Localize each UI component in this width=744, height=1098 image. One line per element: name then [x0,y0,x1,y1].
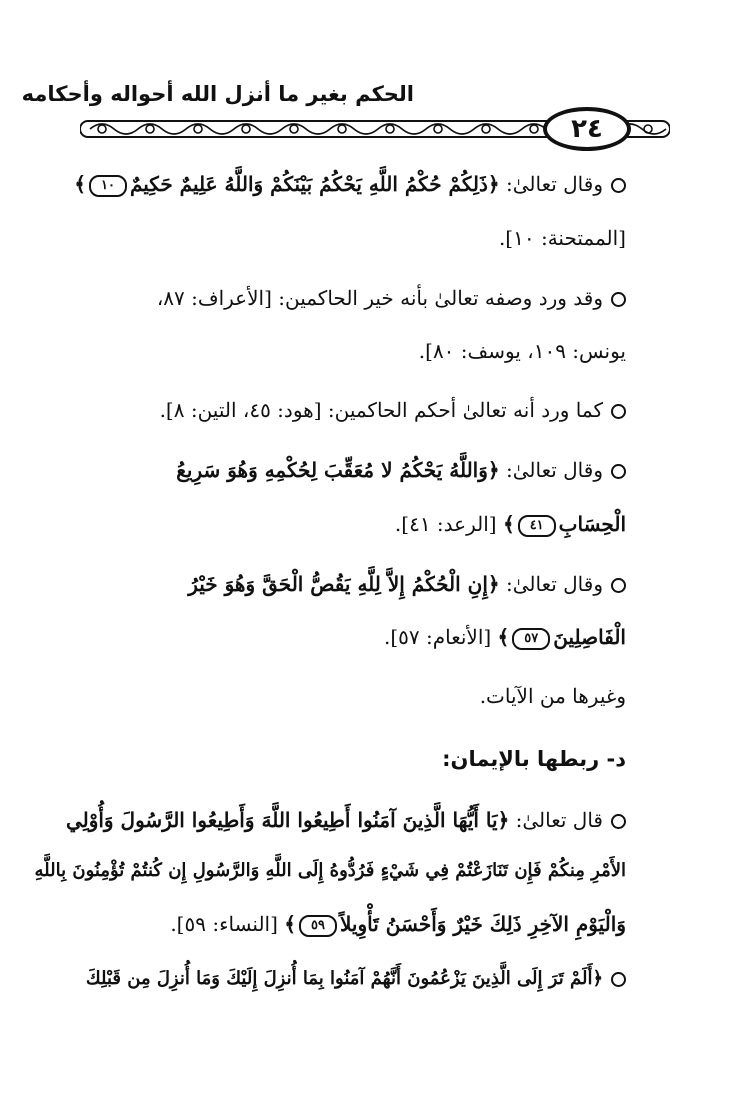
paragraph-1-line-1 [74,172,626,197]
paragraph-intro: وقال تعالىٰ: [505,572,603,596]
paragraph-3-line-1 [160,398,626,422]
ayah-number-marker: ٤١ [518,515,556,537]
quran-verse: الأَمْرِ مِنكُمْ فَإِن تَنَازَعْتُمْ فِي شَيْءٍ فَرُدُّوهُ إِلَى اللَّهِ وَالرَّسُولِ إِن كُنتُمْ تُؤْمِنُونَ بِاللَّهِ [34,860,626,881]
open-brace: ﴿ [497,808,510,832]
hollow-circle-bullet-icon [611,578,626,593]
paragraph-6-line-1: وغيرها من الآيات. [479,684,626,708]
close-brace: ﴾ [74,172,86,196]
close-brace: ﴾ [284,912,296,936]
quran-verse: وَالْيَوْمِ الآخِرِ ذَلِكَ خَيْرٌ وَأَحْسَنُ تَأْوِيلاً [340,912,626,936]
paragraph-2-line-2: يونس: ١٠٩، يوسف: ٨٠]. [418,339,626,363]
paragraph-4-line-1 [176,458,626,482]
close-brace: ﴾ [497,625,510,649]
paragraph-1-citation: [الممتحنة: ١٠]. [498,226,626,250]
open-brace: ﴿ [487,172,500,196]
hollow-circle-bullet-icon [611,404,626,419]
paragraph-5-line-1 [188,572,626,596]
quran-verse: أَلَمْ تَرَ إِلَى الَّذِينَ يَزْعُمُونَ أَنَّهُمْ آمَنُوا بِمَا أُنزِلَ إِلَيْكَ وَمَا أُنزِلَ مِن قَبْلِكَ [85,968,593,989]
ayah-number-marker: ١٠ [89,175,127,197]
paragraph-5-line-2 [384,625,626,650]
section-heading: د- ربطها بالإيمان: [442,747,626,771]
citation: [الرعد: ٤١]. [394,512,497,536]
open-brace: ﴿ [487,458,500,482]
hollow-circle-bullet-icon [611,972,626,987]
citation: [الأنعام: ٥٧]. [383,625,492,649]
paragraph-intro: قال تعالىٰ: [515,808,603,832]
quran-verse: الْحِسَابِ [558,512,626,536]
ayah-number-marker: ٥٩ [299,915,337,937]
section-paragraph-1-line-2 [35,860,626,881]
quran-verse: الْفَاصِلِينَ [553,625,626,649]
paragraph-text: وقد ورد وصفه تعالىٰ بأنه خير الحاكمين: [الأعراف: ٨٧، [156,286,603,310]
paragraph-4-line-2 [395,512,626,537]
running-title: الحكم بغير ما أنزل الله أحواله وأحكامه [21,82,414,106]
page-number: ٢٤ [543,107,631,151]
hollow-circle-bullet-icon [611,178,626,193]
quran-verse: إِنِ الْحُكْمُ إِلاَّ لِلَّهِ يَقُصُّ الْحَقَّ وَهُوَ خَيْرُ [188,572,488,596]
section-paragraph-1-line-1 [66,808,626,832]
paragraph-intro: وقال تعالىٰ: [505,458,603,482]
quran-verse: وَاللَّهُ يَحْكُمُ لا مُعَقِّبَ لِحُكْمِهِ وَهُوَ سَرِيعُ [176,458,488,482]
hollow-circle-bullet-icon [611,814,626,829]
section-paragraph-1-line-3 [170,912,626,937]
hollow-circle-bullet-icon [611,292,626,307]
hollow-circle-bullet-icon [611,464,626,479]
section-paragraph-2-line-1 [86,968,626,989]
quran-verse: يَا أَيُّهَا الَّذِينَ آمَنُوا أَطِيعُوا اللَّهَ وَأَطِيعُوا الرَّسُولَ وَأُوْلِي [65,808,498,832]
citation: [النساء: ٥٩]. [170,912,278,936]
ayah-number-marker: ٥٧ [512,628,550,650]
open-brace: ﴿ [487,572,500,596]
quran-verse: ذَلِكُمْ حُكْمُ اللَّهِ يَحْكُمُ بَيْنَكُمْ وَاللَّهُ عَلِيمٌ حَكِيمٌ [129,172,488,196]
paragraph-text: كما ورد أنه تعالىٰ أحكم الحاكمين: [هود: ٤٥، التين: ٨]. [159,398,603,422]
paragraph-2-line-1 [157,286,626,310]
open-brace: ﴿ [592,968,603,989]
paragraph-intro: وقال تعالىٰ: [505,172,603,196]
close-brace: ﴾ [502,512,515,536]
